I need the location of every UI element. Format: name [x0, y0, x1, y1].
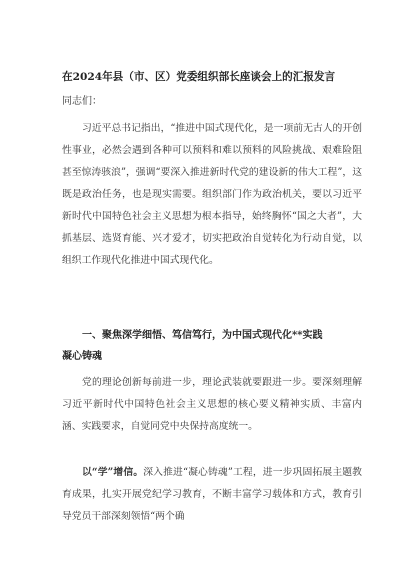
salutation: 同志们：	[62, 96, 102, 107]
paragraph-study-body: 深入推进“凝心铸魂”工程，进一步巩固拓展主题教育成果，扎实开展党纪学习教育，不断丰富学习载体和方式，教育引导党员干部深刻领悟“两个确	[62, 467, 362, 522]
paragraph-theory-text: 党的理论创新每前进一步，理论武装就要跟进一步。要深刻理解习近平新时代中国特色社会主义思想的核心要义精神实质、丰富内涵、实践要求，自觉同党中央保持高度统一。	[62, 377, 362, 432]
paragraph-study-lead: 以“学”增信。	[82, 467, 144, 478]
paragraph-study-text	[62, 462, 362, 528]
section-heading-1	[62, 325, 362, 367]
paragraph-intro	[62, 118, 362, 272]
document-title: 在2024年县（市、区）党委组织部长座谈会上的汇报发言	[62, 71, 336, 83]
paragraph-theory	[62, 372, 362, 438]
section-heading-1-line2: 凝心铸魂	[62, 351, 102, 362]
paragraph-intro-text: 习近平总书记指出，“推进中国式现代化，是一项前无古人的开创性事业，必然会遇到各种可以预料和难以预料的风险挑战、艰难险阻甚至惊涛骇浪”，强调“要深入推进新时代党的建设新的伟大工程”，这既是政治任务，也是现实需要。组织部门作为政治机关，要以习近平新时代中国特色社会主义思想为根本指导，始终胸怀“国之大者”，大抓基层、选贤育能、兴才爱才，切实把政治自觉转化为行动自觉，以组织工作现代化推进中国式现代化。	[62, 123, 362, 266]
section-heading-1-line1: 一、聚焦深学细悟、笃信笃行，为中国式现代化**实践	[82, 330, 323, 341]
paragraph-study	[62, 462, 362, 528]
